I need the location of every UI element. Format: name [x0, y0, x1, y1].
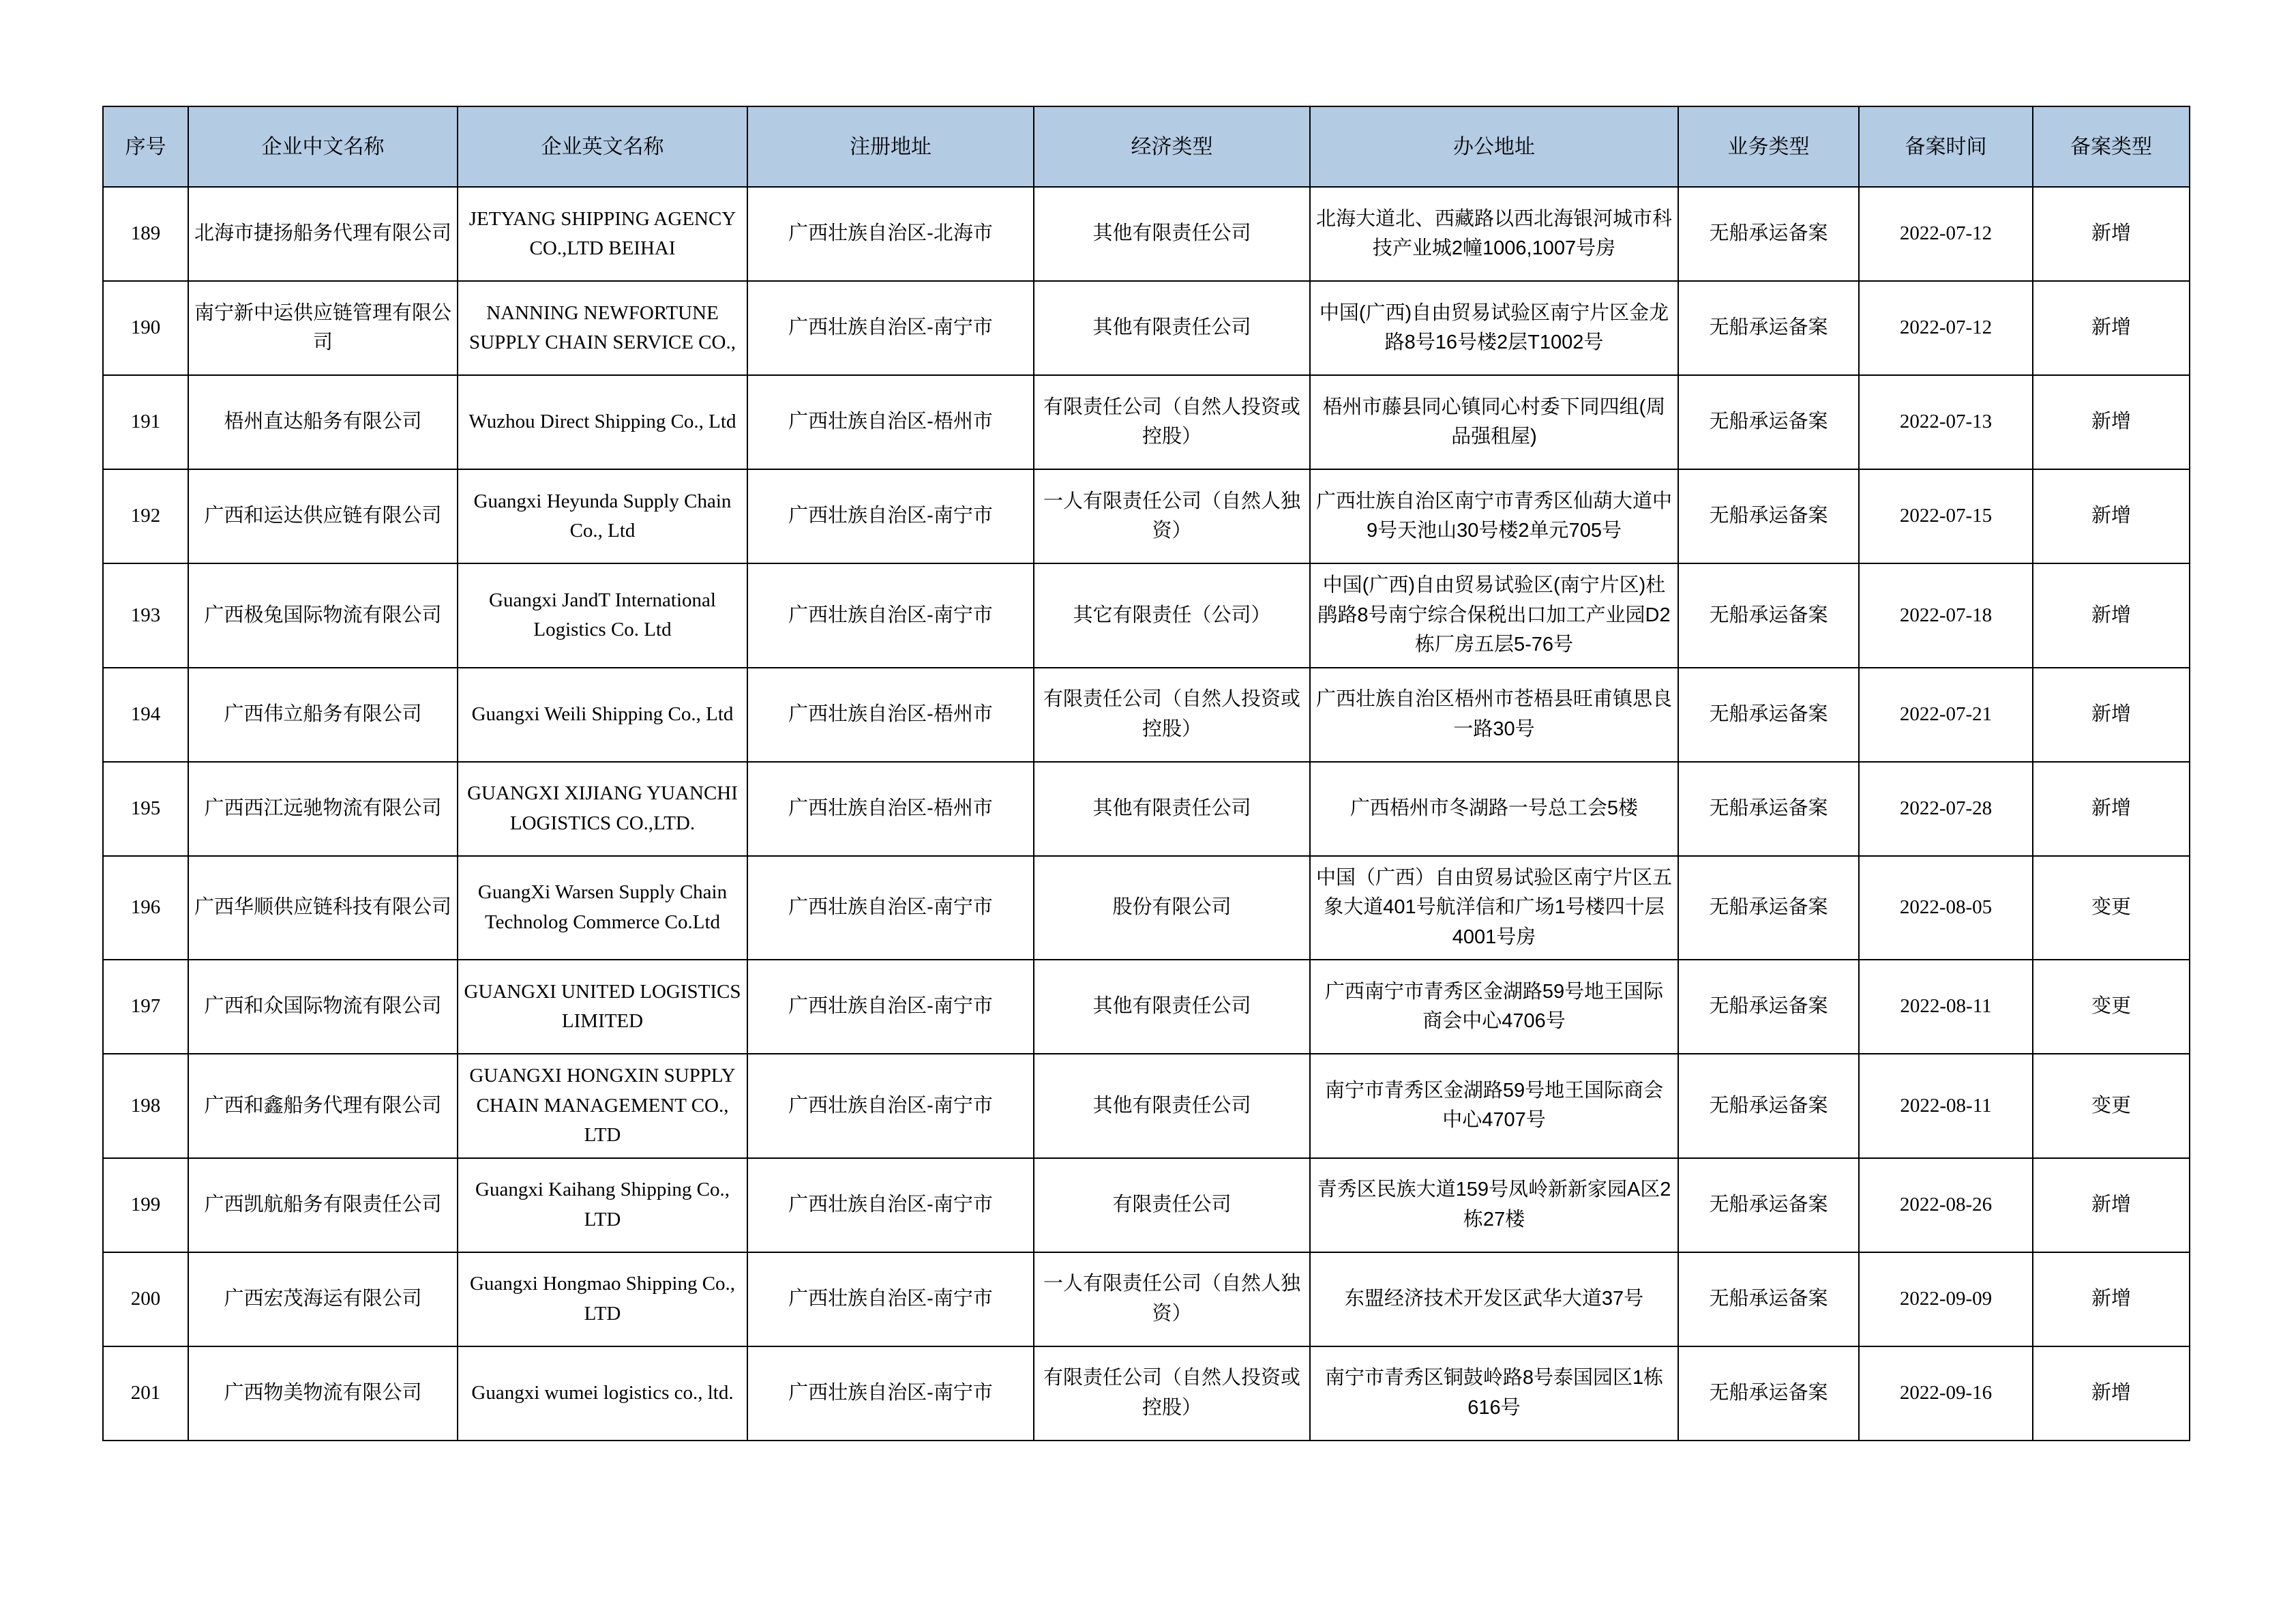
cell-econ-type: 其他有限责任公司: [1034, 960, 1310, 1054]
cell-seq: 201: [103, 1346, 188, 1441]
cell-office-addr: 南宁市青秀区铜鼓岭路8号泰国园区1栋616号: [1310, 1346, 1678, 1441]
cell-econ-type: 有限责任公司: [1034, 1158, 1310, 1252]
cell-reg-addr: 广西壮族自治区-南宁市: [747, 563, 1034, 668]
cell-biz-type: 无船承运备案: [1678, 469, 1859, 563]
cell-name-en: Guangxi Weili Shipping Co., Ltd: [458, 668, 747, 762]
cell-biz-type: 无船承运备案: [1678, 281, 1859, 375]
cell-reg-addr: 广西壮族自治区-南宁市: [747, 1346, 1034, 1441]
cell-name-en: Guangxi Hongmao Shipping Co., LTD: [458, 1252, 747, 1346]
cell-office-addr: 北海大道北、西藏路以西北海银河城市科技产业城2幢1006,1007号房: [1310, 187, 1678, 281]
column-header-name-cn: 企业中文名称: [188, 106, 458, 187]
cell-name-en: Guangxi JandT International Logistics Co. Ltd: [458, 563, 747, 668]
nvocc-registry-table: [102, 106, 2190, 1441]
cell-office-addr: 南宁市青秀区金湖路59号地王国际商会中心4707号: [1310, 1054, 1678, 1158]
cell-record-date: 2022-08-11: [1859, 1054, 2033, 1158]
header-row: [103, 106, 2190, 187]
column-header-office-addr: 办公地址: [1310, 106, 1678, 187]
cell-record-type: 新增: [2033, 563, 2190, 668]
cell-office-addr: 东盟经济技术开发区武华大道37号: [1310, 1252, 1678, 1346]
cell-record-type: 新增: [2033, 1158, 2190, 1252]
cell-record-date: 2022-07-12: [1859, 281, 2033, 375]
cell-name-cn: 南宁新中运供应链管理有限公司: [188, 281, 458, 375]
cell-seq: 197: [103, 960, 188, 1054]
cell-record-type: 变更: [2033, 1054, 2190, 1158]
cell-record-date: 2022-08-11: [1859, 960, 2033, 1054]
table-row: [103, 762, 2190, 856]
cell-econ-type: 有限责任公司（自然人投资或控股）: [1034, 668, 1310, 762]
table-row: [103, 960, 2190, 1054]
cell-biz-type: 无船承运备案: [1678, 187, 1859, 281]
cell-biz-type: 无船承运备案: [1678, 1252, 1859, 1346]
cell-record-date: 2022-09-16: [1859, 1346, 2033, 1441]
cell-record-type: 新增: [2033, 668, 2190, 762]
cell-econ-type: 有限责任公司（自然人投资或控股）: [1034, 1346, 1310, 1441]
cell-seq: 196: [103, 856, 188, 960]
cell-econ-type: 其他有限责任公司: [1034, 1054, 1310, 1158]
cell-record-date: 2022-09-09: [1859, 1252, 2033, 1346]
cell-record-date: 2022-08-26: [1859, 1158, 2033, 1252]
cell-biz-type: 无船承运备案: [1678, 856, 1859, 960]
cell-biz-type: 无船承运备案: [1678, 668, 1859, 762]
cell-name-en: Guangxi Heyunda Supply Chain Co., Ltd: [458, 469, 747, 563]
cell-name-cn: 广西和运达供应链有限公司: [188, 469, 458, 563]
column-header-record-type: 备案类型: [2033, 106, 2190, 187]
cell-office-addr: 中国（广西）自由贸易试验区南宁片区五象大道401号航洋信和广场1号楼四十层4001号房: [1310, 856, 1678, 960]
cell-name-cn: 广西物美物流有限公司: [188, 1346, 458, 1441]
cell-reg-addr: 广西壮族自治区-北海市: [747, 187, 1034, 281]
cell-seq: 199: [103, 1158, 188, 1252]
cell-name-en: GUANGXI UNITED LOGISTICS LIMITED: [458, 960, 747, 1054]
table-row: [103, 668, 2190, 762]
cell-seq: 189: [103, 187, 188, 281]
cell-biz-type: 无船承运备案: [1678, 960, 1859, 1054]
cell-name-cn: 梧州直达船务有限公司: [188, 375, 458, 469]
cell-reg-addr: 广西壮族自治区-南宁市: [747, 1252, 1034, 1346]
table-row: [103, 1346, 2190, 1441]
cell-name-en: NANNING NEWFORTUNE SUPPLY CHAIN SERVICE CO.,: [458, 281, 747, 375]
cell-name-cn: 广西极兔国际物流有限公司: [188, 563, 458, 668]
cell-econ-type: 有限责任公司（自然人投资或控股）: [1034, 375, 1310, 469]
cell-record-type: 新增: [2033, 281, 2190, 375]
cell-name-cn: 广西和众国际物流有限公司: [188, 960, 458, 1054]
table-row: [103, 1054, 2190, 1158]
cell-biz-type: 无船承运备案: [1678, 375, 1859, 469]
cell-office-addr: 广西壮族自治区梧州市苍梧县旺甫镇思良一路30号: [1310, 668, 1678, 762]
cell-econ-type: 其他有限责任公司: [1034, 187, 1310, 281]
cell-record-date: 2022-07-15: [1859, 469, 2033, 563]
cell-record-date: 2022-07-21: [1859, 668, 2033, 762]
cell-seq: 193: [103, 563, 188, 668]
cell-biz-type: 无船承运备案: [1678, 1054, 1859, 1158]
cell-econ-type: 一人有限责任公司（自然人独资）: [1034, 1252, 1310, 1346]
cell-office-addr: 广西梧州市冬湖路一号总工会5楼: [1310, 762, 1678, 856]
cell-econ-type: 其他有限责任公司: [1034, 281, 1310, 375]
table-row: [103, 1158, 2190, 1252]
cell-record-date: 2022-07-18: [1859, 563, 2033, 668]
cell-seq: 198: [103, 1054, 188, 1158]
column-header-reg-addr: 注册地址: [747, 106, 1034, 187]
cell-office-addr: 中国(广西)自由贸易试验区南宁片区金龙路8号16号楼2层T1002号: [1310, 281, 1678, 375]
cell-reg-addr: 广西壮族自治区-梧州市: [747, 762, 1034, 856]
cell-name-cn: 广西宏茂海运有限公司: [188, 1252, 458, 1346]
table-row: [103, 187, 2190, 281]
cell-reg-addr: 广西壮族自治区-南宁市: [747, 960, 1034, 1054]
cell-seq: 191: [103, 375, 188, 469]
cell-reg-addr: 广西壮族自治区-梧州市: [747, 375, 1034, 469]
cell-seq: 190: [103, 281, 188, 375]
table-row: [103, 375, 2190, 469]
cell-biz-type: 无船承运备案: [1678, 563, 1859, 668]
column-header-biz-type: 业务类型: [1678, 106, 1859, 187]
column-header-record-date: 备案时间: [1859, 106, 2033, 187]
cell-reg-addr: 广西壮族自治区-南宁市: [747, 469, 1034, 563]
cell-name-en: GuangXi Warsen Supply Chain Technolog Commerce Co.Ltd: [458, 856, 747, 960]
cell-seq: 200: [103, 1252, 188, 1346]
cell-record-type: 变更: [2033, 856, 2190, 960]
table-row: [103, 1252, 2190, 1346]
cell-reg-addr: 广西壮族自治区-南宁市: [747, 1158, 1034, 1252]
table-body: [103, 187, 2190, 1441]
column-header-name-en: 企业英文名称: [458, 106, 747, 187]
cell-office-addr: 青秀区民族大道159号凤岭新新家园A区2栋27楼: [1310, 1158, 1678, 1252]
cell-record-type: 新增: [2033, 187, 2190, 281]
cell-record-type: 新增: [2033, 1252, 2190, 1346]
cell-office-addr: 广西南宁市青秀区金湖路59号地王国际商会中心4706号: [1310, 960, 1678, 1054]
table-row: [103, 469, 2190, 563]
cell-reg-addr: 广西壮族自治区-南宁市: [747, 281, 1034, 375]
cell-seq: 192: [103, 469, 188, 563]
cell-record-date: 2022-07-28: [1859, 762, 2033, 856]
cell-name-en: JETYANG SHIPPING AGENCY CO.,LTD BEIHAI: [458, 187, 747, 281]
cell-office-addr: 广西壮族自治区南宁市青秀区仙葫大道中9号天池山30号楼2单元705号: [1310, 469, 1678, 563]
cell-biz-type: 无船承运备案: [1678, 1346, 1859, 1441]
cell-econ-type: 股份有限公司: [1034, 856, 1310, 960]
cell-seq: 194: [103, 668, 188, 762]
cell-name-cn: 北海市捷扬船务代理有限公司: [188, 187, 458, 281]
cell-record-type: 新增: [2033, 762, 2190, 856]
cell-name-cn: 广西伟立船务有限公司: [188, 668, 458, 762]
cell-name-en: Wuzhou Direct Shipping Co., Ltd: [458, 375, 747, 469]
table-row: [103, 281, 2190, 375]
cell-office-addr: 梧州市藤县同心镇同心村委下同四组(周品强租屋): [1310, 375, 1678, 469]
table-header: [103, 106, 2190, 187]
cell-reg-addr: 广西壮族自治区-南宁市: [747, 856, 1034, 960]
cell-seq: 195: [103, 762, 188, 856]
cell-record-type: 新增: [2033, 469, 2190, 563]
cell-econ-type: 一人有限责任公司（自然人独资）: [1034, 469, 1310, 563]
cell-record-date: 2022-07-12: [1859, 187, 2033, 281]
cell-reg-addr: 广西壮族自治区-梧州市: [747, 668, 1034, 762]
cell-record-date: 2022-08-05: [1859, 856, 2033, 960]
cell-record-date: 2022-07-13: [1859, 375, 2033, 469]
cell-biz-type: 无船承运备案: [1678, 762, 1859, 856]
cell-reg-addr: 广西壮族自治区-南宁市: [747, 1054, 1034, 1158]
cell-name-en: GUANGXI HONGXIN SUPPLY CHAIN MANAGEMENT CO., LTD: [458, 1054, 747, 1158]
cell-record-type: 新增: [2033, 375, 2190, 469]
table-row: [103, 563, 2190, 668]
cell-record-type: 新增: [2033, 1346, 2190, 1441]
cell-office-addr: 中国(广西)自由贸易试验区(南宁片区)杜鹃路8号南宁综合保税出口加工产业园D2栋厂房五层5-76号: [1310, 563, 1678, 668]
cell-name-cn: 广西凯航船务有限责任公司: [188, 1158, 458, 1252]
cell-econ-type: 其他有限责任公司: [1034, 762, 1310, 856]
cell-name-en: Guangxi Kaihang Shipping Co., LTD: [458, 1158, 747, 1252]
cell-name-en: GUANGXI XIJIANG YUANCHI LOGISTICS CO.,LTD.: [458, 762, 747, 856]
column-header-econ-type: 经济类型: [1034, 106, 1310, 187]
cell-name-cn: 广西西江远驰物流有限公司: [188, 762, 458, 856]
table-row: [103, 856, 2190, 960]
cell-name-cn: 广西和鑫船务代理有限公司: [188, 1054, 458, 1158]
cell-record-type: 变更: [2033, 960, 2190, 1054]
cell-name-cn: 广西华顺供应链科技有限公司: [188, 856, 458, 960]
cell-biz-type: 无船承运备案: [1678, 1158, 1859, 1252]
column-header-seq: 序号: [103, 106, 188, 187]
cell-econ-type: 其它有限责任（公司）: [1034, 563, 1310, 668]
cell-name-en: Guangxi wumei logistics co., ltd.: [458, 1346, 747, 1441]
